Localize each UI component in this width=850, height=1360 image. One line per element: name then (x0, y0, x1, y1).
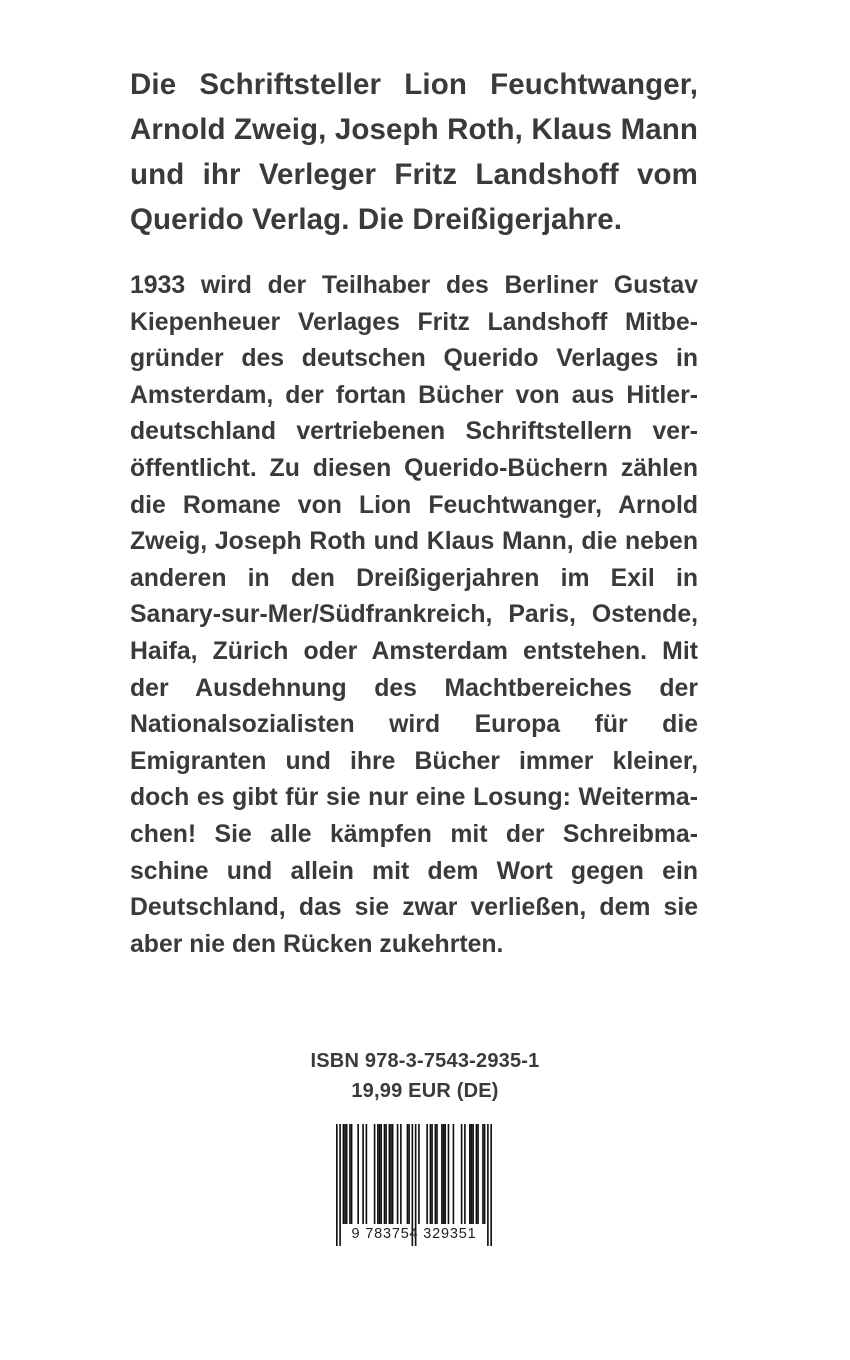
barcode-bar (448, 1124, 450, 1224)
barcode-bar (366, 1124, 368, 1224)
barcode-bar (431, 1124, 433, 1224)
barcode-bar (408, 1124, 410, 1224)
barcode-bar (471, 1124, 473, 1224)
blurb-text: 1933 wird der Teilhaber des Berliner Gustav Kiepenheuer Verlages Fritz Landshoff Mitbegründer des deutschen Querido Verlages in Amsterdam, der fortan Bücher von aus Hitlerdeutschland vertriebenen Schriftstellern veröffentlicht. Zu diesen Querido-Büchern zählen die Romane von Lion Feuchtwanger, Arnold Zweig, Joseph Roth und Klaus Mann, die neben anderen in den Dreißigerjahren im Exil in Sanary-sur-Mer/Südfrankreich, Paris, Ostende, Haifa, Zürich oder Amsterdam entstehen. Mit der Ausdehnung des Machtbereiches der Nationalsozialisten wird Europa für die Emigranten und ihre Bücher immer kleiner, doch es gibt für sie nur eine Losung: Weitermachen! Sie alle kämpfen mit der Schreibmaschine und allein mit dem Wort gegen ein Deutschland, das sie zwar verließen, dem sie aber nie den Rücken zukehrten. (130, 272, 698, 958)
barcode-bar (379, 1124, 381, 1224)
barcode-bar (476, 1124, 478, 1224)
barcode-bar (392, 1124, 394, 1224)
barcode-bar (397, 1124, 399, 1224)
barcode-bar (357, 1124, 359, 1224)
barcode-bar (443, 1124, 445, 1224)
barcode-bar (441, 1124, 443, 1224)
isbn-text: ISBN 978-3-7543-2935-1 (310, 1050, 540, 1072)
barcode-bar (384, 1124, 386, 1224)
barcode-bar (461, 1124, 463, 1224)
barcode-bar (407, 1124, 409, 1224)
barcode-bar (344, 1124, 346, 1224)
barcode-bar (389, 1124, 391, 1224)
barcode-bar (377, 1124, 379, 1224)
barcode-bar (426, 1124, 428, 1224)
barcode-bar (390, 1124, 392, 1224)
barcode-bar (385, 1124, 387, 1224)
barcode-bar (374, 1124, 376, 1224)
barcode-bar (444, 1124, 446, 1224)
barcode-bar (436, 1124, 438, 1224)
barcode-bar (362, 1124, 364, 1224)
barcode-bar (430, 1124, 432, 1224)
barcode-bar (418, 1124, 420, 1224)
barcode-bar (343, 1124, 345, 1224)
barcode-bar (400, 1124, 402, 1224)
barcode-bar (477, 1124, 479, 1224)
barcode-bar (464, 1124, 466, 1224)
barcode-bar (351, 1124, 353, 1224)
headline: Die Schriftsteller Lion Feuchtwanger, Arnold Zweig, Joseph Roth, Klaus Mann und ihr Verleger Fritz Landshoff vom Querido Verlag. Die Dreißigerjahre. (130, 68, 698, 236)
barcode-bar (453, 1124, 455, 1224)
barcode-bar (484, 1124, 486, 1224)
barcode-bar (346, 1124, 348, 1224)
barcode-bar (380, 1124, 382, 1224)
barcode-bar (349, 1124, 351, 1224)
barcode-digits: 9 783754 329351 (351, 1226, 477, 1242)
barcode-bar (472, 1124, 474, 1224)
price-text: 19,99 EUR (DE) (351, 1080, 499, 1102)
barcode-bar (435, 1124, 437, 1224)
barcode-bar (469, 1124, 471, 1224)
barcode-bar (482, 1124, 484, 1224)
